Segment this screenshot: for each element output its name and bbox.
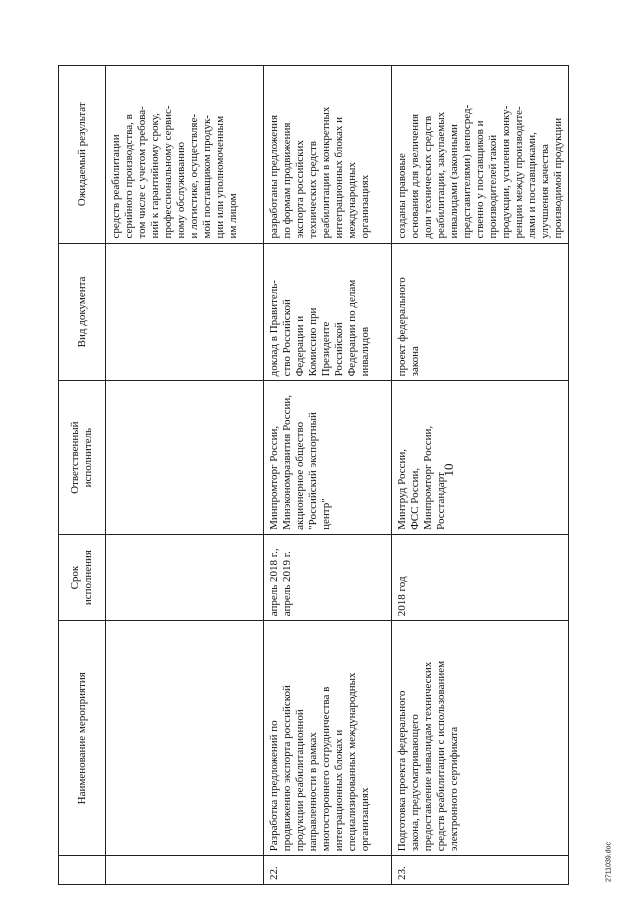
header-num bbox=[59, 856, 106, 885]
table-header-row bbox=[59, 66, 106, 885]
table-row bbox=[392, 66, 569, 885]
header-executor: Ответственный исполнитель bbox=[59, 381, 106, 534]
row-result: разработаны предложения по формам продвижения экспорта российских технических средств реабилитации в конкретных интеграционных блоках и международных организациях bbox=[264, 66, 392, 244]
row-result: созданы правовые основания для увеличения доли технических средств реабилитации, закупаемых инвалидами (законными представителями) непосред- ственно у поставщиков и производителей такой продукции, усиления конку- ренции между производите- лями и поставщиками, улучшения качества производимой продукции bbox=[392, 66, 569, 244]
measures-table bbox=[58, 65, 569, 885]
page-number: 10 bbox=[441, 463, 456, 477]
row-name: Разработка предложений по продвижению экспорта российской продукции реабилитационной направленности в рамках многостороннего сотрудничества в интеграционных блоках и специализированных международных организациях bbox=[264, 621, 392, 856]
row-doc-type: доклад в Правитель- ство Российской Федерации и Комиссию при Президенте Российской Федерации по делам инвалидов bbox=[264, 243, 392, 381]
table-row bbox=[106, 66, 264, 885]
row-doc-type: проект федерального закона bbox=[392, 243, 569, 381]
header-result: Ожидаемый результат bbox=[59, 66, 106, 244]
row-term bbox=[106, 534, 264, 620]
row-executor bbox=[106, 381, 264, 534]
row-name: Подготовка проекта федерального закона, предусматривающего предоставление инвалидам технических средств реабилитации с использованием электронного сертификата bbox=[392, 621, 569, 856]
row-num: 22. bbox=[264, 856, 392, 885]
rotated-table-container bbox=[58, 65, 583, 885]
row-executor: Минтруд России, ФСС России, Минпромторг России, Росстандарт bbox=[392, 381, 569, 534]
footer-code: 2711039.doc bbox=[605, 842, 613, 882]
row-executor: Минпромторг России, Минэкономразвития России, акционерное общество "Российский экспортный центр" bbox=[264, 381, 392, 534]
header-term: Срок исполнения bbox=[59, 534, 106, 620]
row-num: 23. bbox=[392, 856, 569, 885]
row-name bbox=[106, 621, 264, 856]
row-doc-type bbox=[106, 243, 264, 381]
table-row bbox=[264, 66, 392, 885]
row-result: средств реабилитации серийного производства, в том числе с учетом требова- ний к гарантийному сроку, профессиональному сервис- ному обслуживанию и логистике, осуществляе- мой поставщиком продук- ции или уполномоченным им лицом bbox=[106, 66, 264, 244]
row-term: апрель 2018 г., апрель 2019 г. bbox=[264, 534, 392, 620]
row-term: 2018 год bbox=[392, 534, 569, 620]
header-name: Наименование мероприятия bbox=[59, 621, 106, 856]
row-num bbox=[106, 856, 264, 885]
header-doc-type: Вид документа bbox=[59, 243, 106, 381]
